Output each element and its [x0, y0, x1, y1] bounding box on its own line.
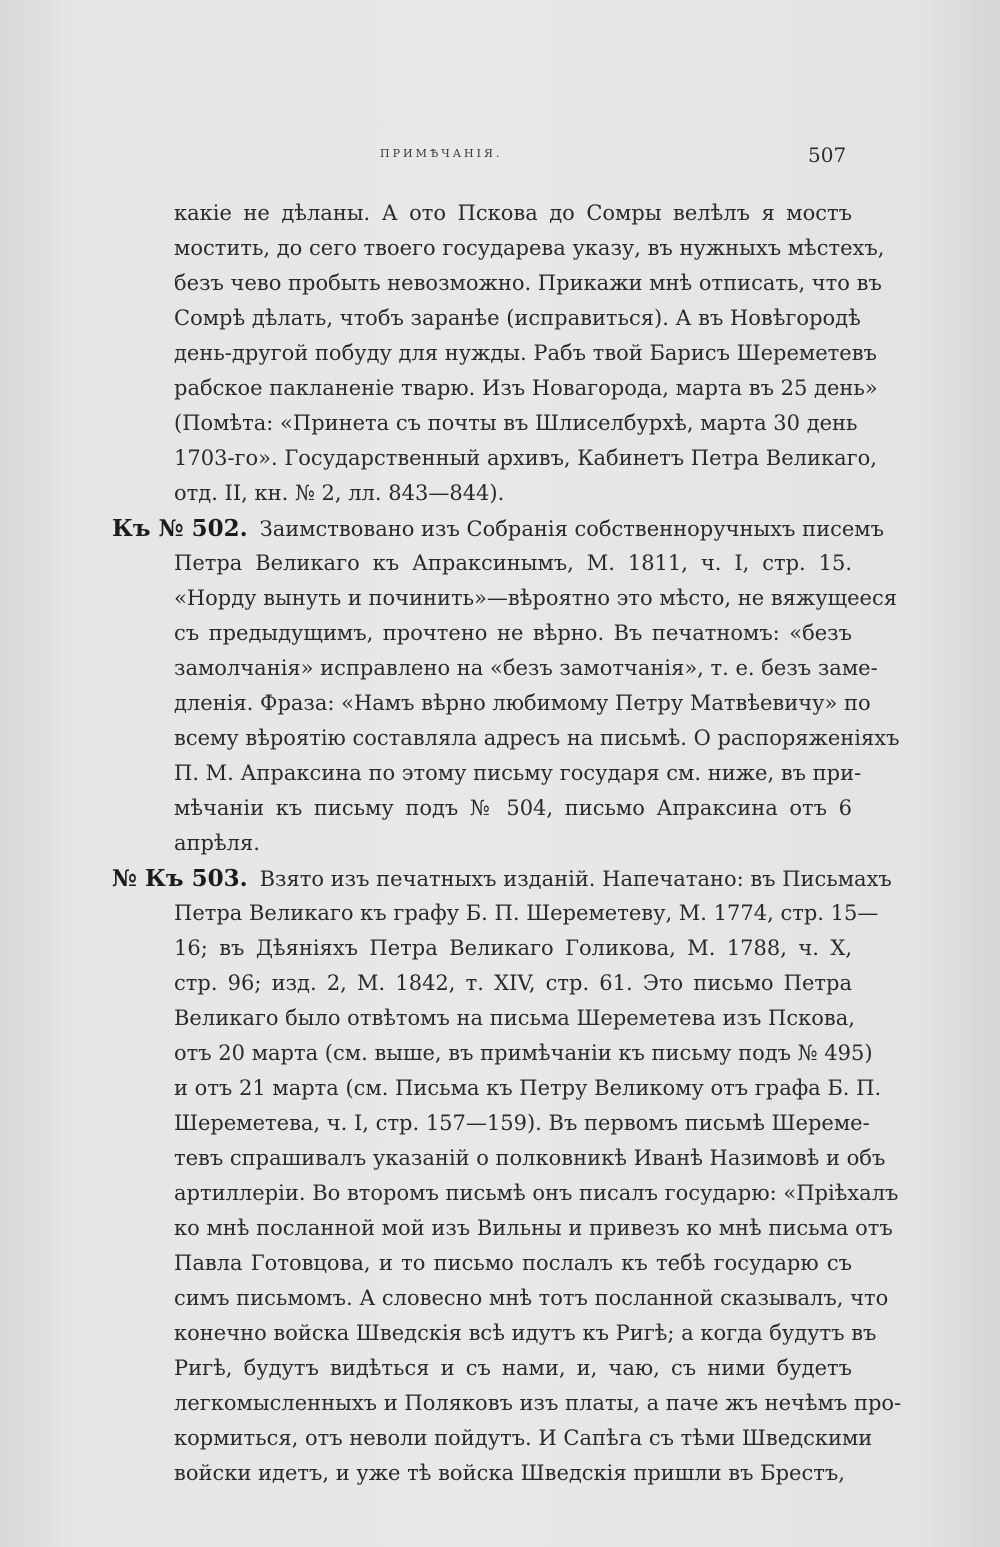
text-line: [112, 931, 852, 966]
line-text: тевъ спрашивалъ указаній о полковникѣ Иванѣ Назимовѣ и объ: [174, 1146, 886, 1170]
text-line: [112, 1386, 902, 1421]
text-line: [112, 896, 879, 931]
line-text: Заимствовано изъ Собранія собственноручныхъ писемъ: [259, 517, 884, 541]
text-line: [112, 1211, 893, 1246]
text-line: [112, 1071, 882, 1106]
line-text: Сомрѣ дѣлать, чтобъ заранѣе (исправиться). А въ Новѣгородѣ: [174, 306, 861, 330]
text-line: [112, 1246, 852, 1281]
line-text: конечно войска Шведскія всѣ идутъ къ Ригѣ; а когда будутъ въ: [174, 1321, 877, 1345]
text-line: [112, 196, 852, 231]
line-text: Петра Великаго къ Апраксинымъ, М. 1811, ч. I, стр. 15.: [174, 551, 852, 575]
line-text: замолчанія» исправлено на «безъ замотчанія», т. е. безъ заме-: [174, 656, 878, 680]
line-text: всему вѣроятію составляла адресъ на письмѣ. О распоряженіяхъ: [174, 726, 900, 750]
text-line: [112, 371, 878, 406]
text-line: [112, 826, 852, 861]
line-text: Шереметева, ч. I, стр. 157—159). Въ первомъ письмѣ Шереме-: [174, 1111, 870, 1135]
text-line: [112, 651, 878, 686]
text-line: [112, 546, 852, 581]
line-text: отъ 20 марта (см. выше, въ примѣчаніи къ письму подъ № 495): [174, 1041, 873, 1065]
note-reference-label: № Къ 503.: [112, 865, 248, 892]
text-line: [112, 511, 884, 546]
line-text: мѣчаніи къ письму подъ № 504, письмо Апраксина отъ 6: [174, 796, 852, 820]
line-text: (Помѣта: «Принета съ почты въ Шлиселбурхѣ, марта 30 день: [174, 411, 858, 435]
line-text: какіе не дѣланы. А ото Пскова до Сомры велѣлъ я мостъ: [174, 201, 852, 225]
text-line: [112, 231, 885, 266]
line-text: Павла Готовцова, и то письмо послалъ къ тебѣ государю съ: [174, 1251, 852, 1275]
text-line: [112, 966, 852, 1001]
text-line: [112, 406, 858, 441]
line-text: и отъ 21 марта (см. Письма къ Петру Великому отъ графа Б. П.: [174, 1076, 882, 1100]
text-line: [112, 861, 892, 896]
line-text: кормиться, отъ неволи пойдутъ. И Сапѣга съ тѣми Шведскими: [174, 1426, 873, 1450]
line-text: 1703-го». Государственный архивъ, Кабинетъ Петра Великаго,: [174, 446, 877, 470]
text-line: [112, 616, 852, 651]
text-line: [112, 336, 877, 371]
line-text: апрѣля.: [174, 831, 260, 855]
line-text: день-другой побуду для нужды. Рабъ твой Барисъ Шереметевъ: [174, 341, 877, 365]
text-line: [112, 441, 877, 476]
text-line: [112, 1141, 886, 1176]
line-text: мостить, до сего твоего государева указу, въ нужныхъ мѣстехъ,: [174, 236, 885, 260]
text-line: [112, 1351, 852, 1386]
line-text: Великаго было отвѣтомъ на письма Шереметева изъ Пскова,: [174, 1006, 855, 1030]
line-text: отд. II, кн. № 2, лл. 843—844).: [174, 481, 505, 505]
line-text: Взято изъ печатныхъ изданій. Напечатано: въ Письмахъ: [259, 867, 892, 891]
text-line: [112, 721, 900, 756]
line-text: войски идетъ, и уже тѣ войска Шведскія пришли въ Брестъ,: [174, 1461, 845, 1485]
text-line: [112, 1036, 873, 1071]
line-text: «Норду вынуть и починить»—вѣроятно это мѣсто, не вяжущееся: [174, 586, 897, 610]
text-line: [112, 581, 897, 616]
body-text: [112, 196, 902, 1491]
text-line: [112, 476, 852, 511]
text-line: [112, 686, 871, 721]
line-text: Ригѣ, будутъ видѣться и съ нами, и, чаю, съ ними будетъ: [174, 1356, 852, 1380]
line-text: артиллеріи. Во второмъ письмѣ онъ писалъ государю: «Пріѣхалъ: [174, 1181, 899, 1205]
text-line: [112, 1001, 855, 1036]
text-line: [112, 756, 862, 791]
line-text: симъ письмомъ. А словесно мнѣ тотъ посланной сказывалъ, что: [174, 1286, 889, 1310]
line-text: ко мнѣ посланной мой изъ Вильны и привезъ ко мнѣ письма отъ: [174, 1216, 893, 1240]
line-text: рабское пакланеніе тварю. Изъ Новагорода, марта въ 25 день»: [174, 376, 878, 400]
line-text: Петра Великаго къ графу Б. П. Шереметеву, М. 1774, стр. 15—: [174, 901, 879, 925]
text-line: [112, 1421, 873, 1456]
note-reference-label: Къ № 502.: [112, 515, 248, 542]
text-line: [112, 1456, 852, 1491]
text-line: [112, 1176, 899, 1211]
line-text: легкомысленныхъ и Поляковъ изъ платы, а паче жъ нечѣмъ про-: [174, 1391, 902, 1415]
text-line: [112, 791, 852, 826]
line-text: П. М. Апраксина по этому письму государя см. ниже, въ при-: [174, 761, 862, 785]
text-line: [112, 301, 861, 336]
text-line: [112, 1281, 889, 1316]
text-line: [112, 1106, 870, 1141]
line-text: дленія. Фраза: «Намъ вѣрно любимому Петру Матвѣевичу» по: [174, 691, 871, 715]
running-head: ПРИМѢЧАНІЯ.: [380, 147, 503, 160]
line-text: 16; въ Дѣяніяхъ Петра Великаго Голикова, М. 1788, ч. X,: [174, 936, 852, 960]
line-text: стр. 96; изд. 2, М. 1842, т. XIV, стр. 61. Это письмо Петра: [174, 971, 852, 995]
line-text: съ предыдущимъ, прочтено не вѣрно. Въ печатномъ: «безъ: [174, 621, 852, 645]
line-text: безъ чево пробыть невозможно. Прикажи мнѣ отписать, что въ: [174, 271, 882, 295]
text-line: [112, 1316, 877, 1351]
page-number: 507: [808, 143, 847, 167]
text-line: [112, 266, 882, 301]
